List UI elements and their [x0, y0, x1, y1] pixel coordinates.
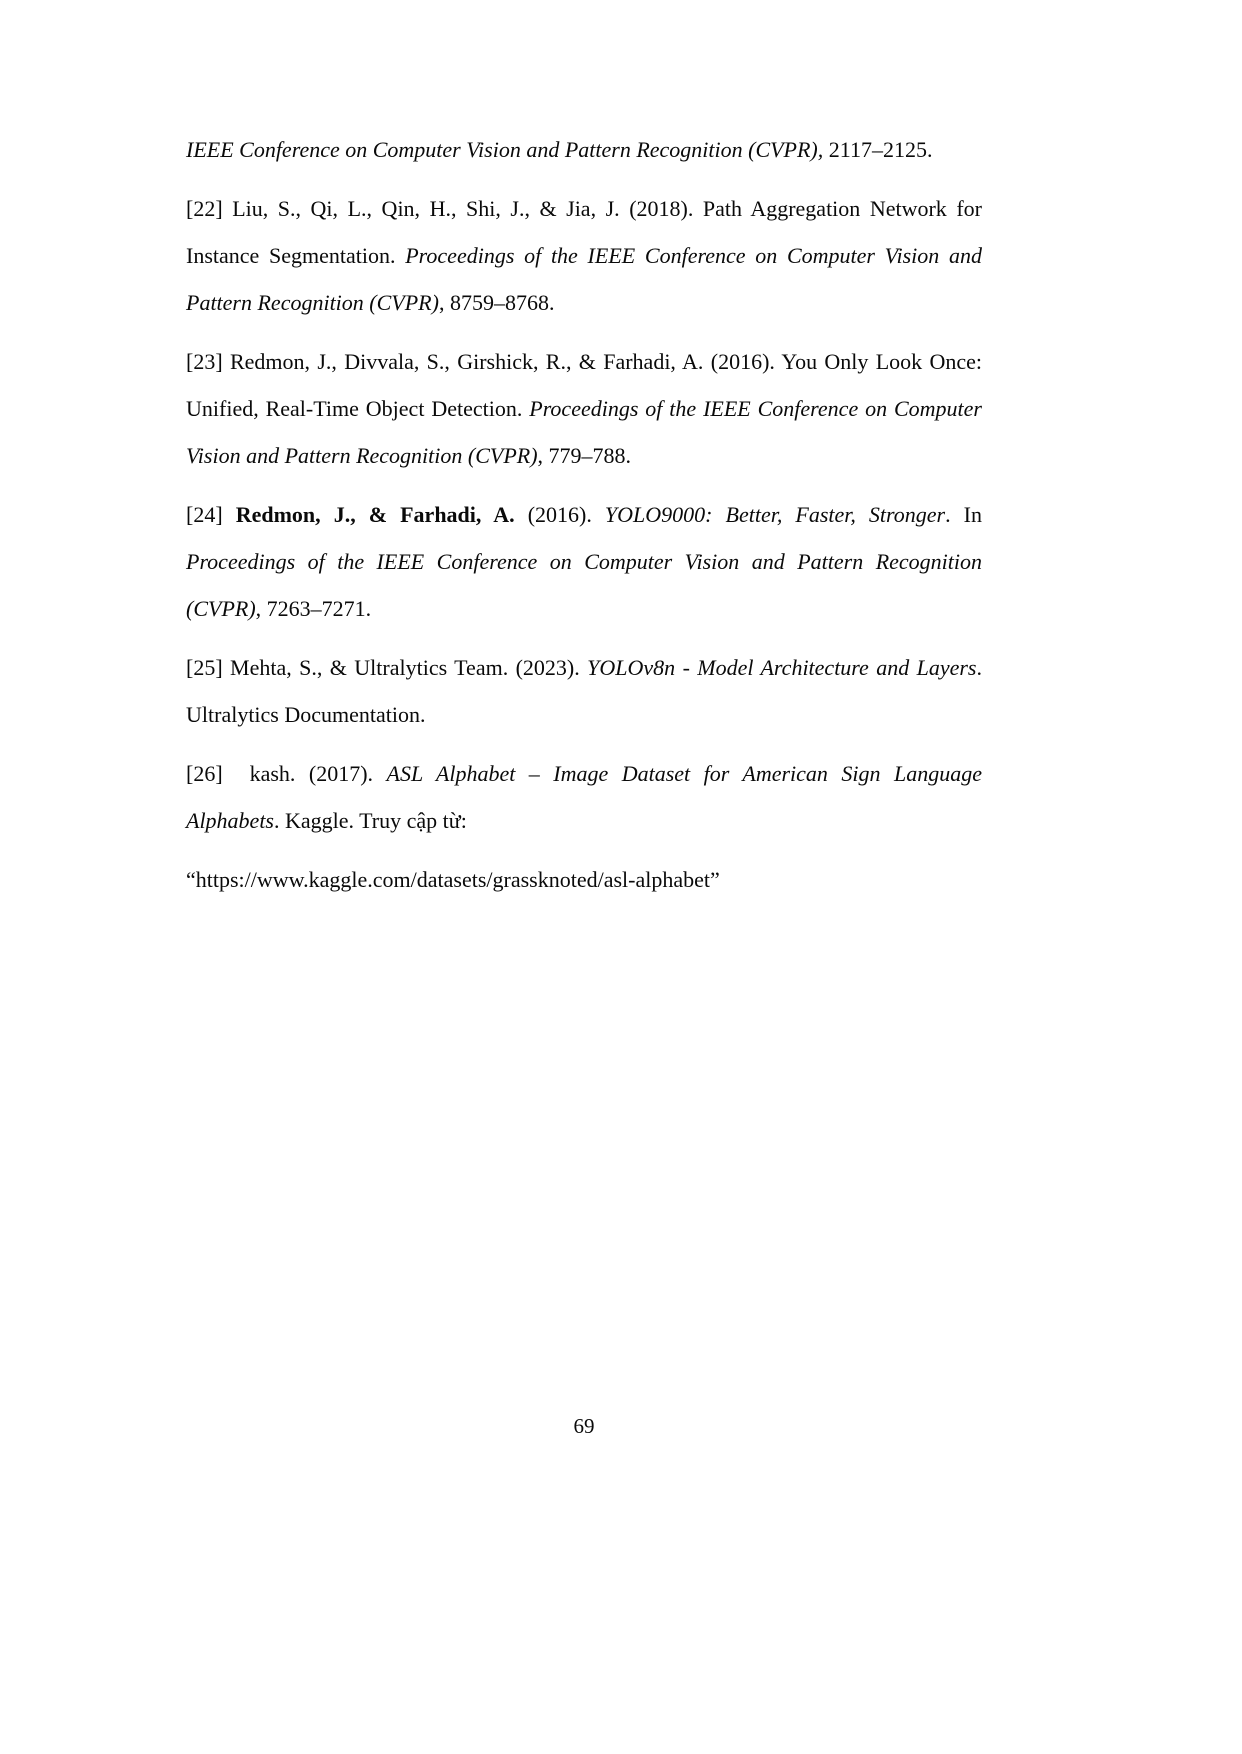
reference-in-text: . In: [945, 502, 982, 527]
reference-authors-text: [26] kash. (2017).: [186, 761, 387, 786]
reference-source-text: . Kaggle. Truy cập từ:: [274, 808, 467, 833]
reference-title-text: ASL Alphabet – Image Dataset for American Sign Language Alphabets: [186, 761, 982, 833]
reference-paragraph-26: [186, 750, 982, 844]
reference-pages-text: , 8759–8768.: [438, 290, 555, 315]
reference-url-text: “https://www.kaggle.com/datasets/grassknoted/asl-alphabet”: [186, 867, 720, 892]
reference-authors-text: [25] Mehta, S., & Ultralytics Team. (2023).: [186, 655, 588, 680]
reference-authors-text: [23] Redmon, J., Divvala, S., Girshick, R., & Farhadi, A. (2016). You Only Look Once: Unified, Real-Time Object Detection.: [186, 349, 982, 421]
reference-paragraph-24: [186, 491, 982, 632]
reference-pages-text: , 779–788.: [537, 443, 632, 468]
reference-paragraph-22: [186, 185, 982, 326]
reference-paragraph-23: [186, 338, 982, 479]
page-number: 69: [573, 1414, 595, 1438]
reference-source-text: . Ultralytics Documentation.: [186, 655, 982, 727]
reference-title-text: YOLO9000: Better, Faster, Stronger: [604, 502, 946, 527]
reference-pages-text: , 7263–7271.: [255, 596, 372, 621]
reference-url-paragraph: [186, 856, 982, 903]
references-section: [186, 126, 982, 915]
reference-paragraph-21-continuation: [186, 126, 982, 173]
reference-authors-text: [22] Liu, S., Qi, L., Qin, H., Shi, J., & Jia, J. (2018). Path Aggregation Network for Instance Segmentation.: [186, 196, 982, 268]
reference-journal-text: Proceedings of the IEEE Conference on Computer Vision and Pattern Recognition (CVPR): [186, 396, 982, 468]
reference-title-text: YOLOv8n - Model Architecture and Layers: [587, 655, 977, 680]
reference-paragraph-25: [186, 644, 982, 738]
reference-pages-text: 2117–2125.: [828, 137, 933, 162]
reference-year-text: (2016).: [514, 502, 605, 527]
reference-label-text: [24]: [186, 502, 236, 527]
reference-journal-text: IEEE Conference on Computer Vision and Pattern Recognition (CVPR),: [186, 137, 829, 162]
reference-journal-text: Proceedings of the IEEE Conference on Computer Vision and Pattern Recognition (CVPR): [186, 243, 982, 315]
reference-authors-bold-text: Redmon, J., & Farhadi, A.: [235, 502, 515, 527]
reference-journal-text: Proceedings of the IEEE Conference on Computer Vision and Pattern Recognition (CVPR): [186, 549, 982, 621]
